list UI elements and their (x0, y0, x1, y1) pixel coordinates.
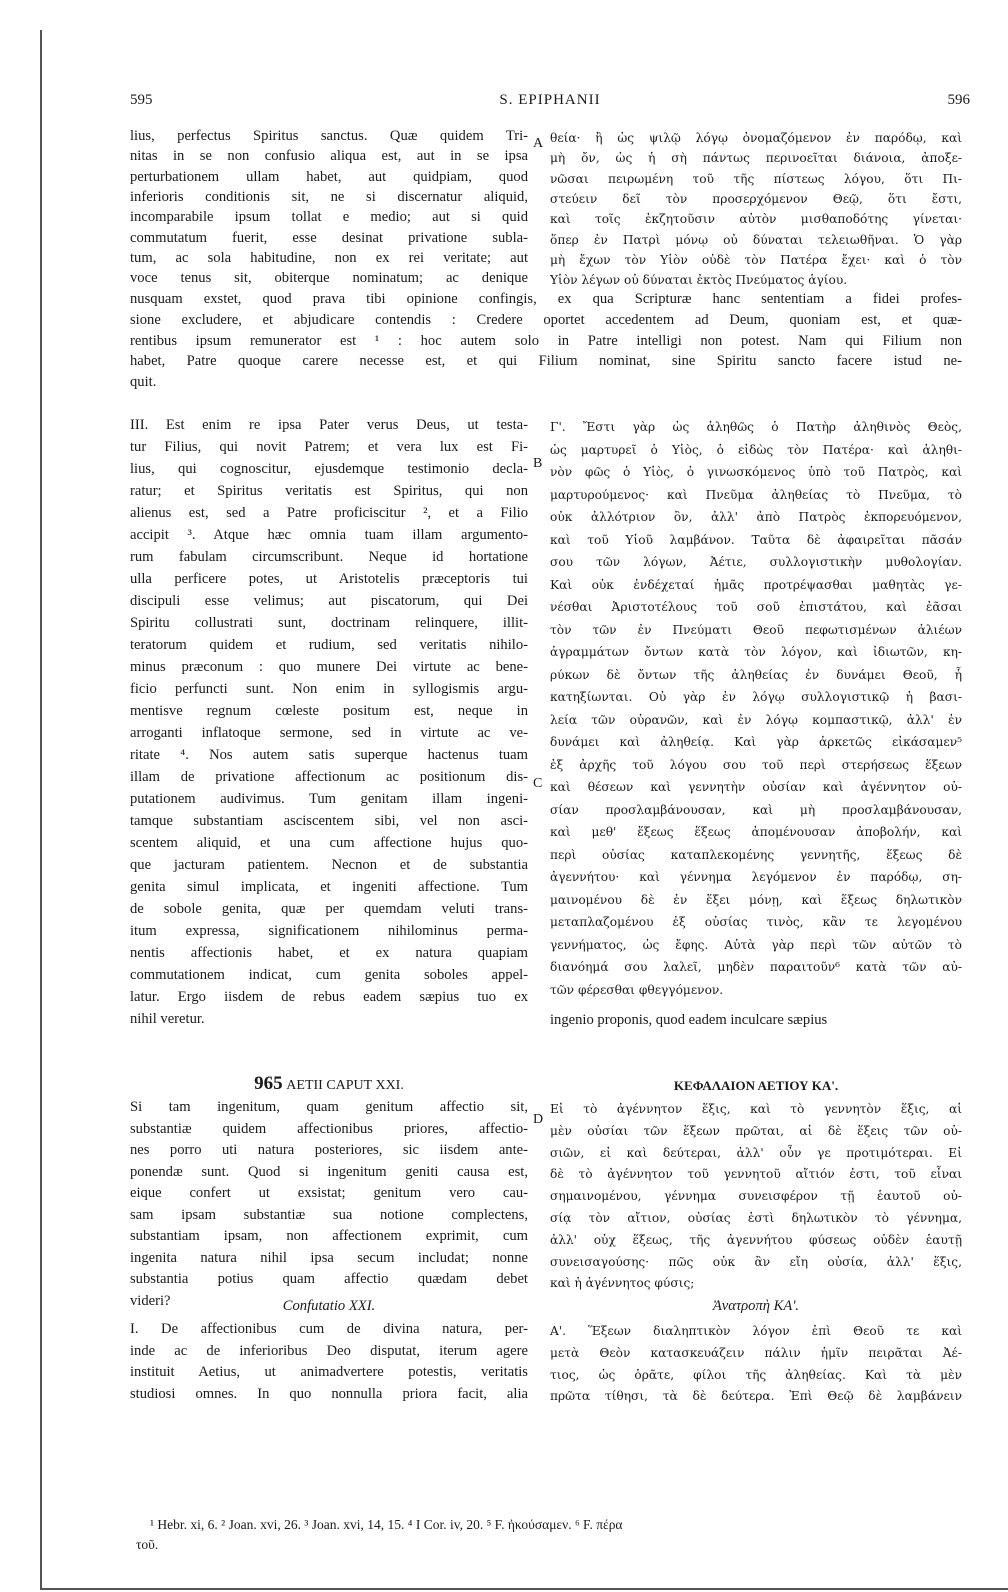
block2-greek-line: μαρτυρούμενος· καὶ Πνεῦμα ἀληθείας τὸ Πνεῦμα, τὸ (550, 487, 962, 502)
block2-greek-line: Καὶ οὐκ ἐνδέχεταί ἡμᾶς προτρέψασθαι μαθητὰς γε- (550, 577, 962, 592)
block2-latin-line: teratorum quidem et rudium, sed veritatis nihilo- (130, 637, 528, 653)
block1-greek-line: Υἱὸν λέγων οὐ δύναται ἐκτὸς Πνεύματος ἁγίου. (550, 273, 848, 288)
block4-greek-line: Α'. Ἕξεων διαληπτικὸν λόγον ἐπὶ Θεοῦ τε καὶ (550, 1324, 962, 1338)
block4-greek-line: πρῶτα τίθησι, τὰ δὲ δεύτερα. Ἐπὶ Θεῷ δὲ λαμβάνειν (550, 1389, 962, 1404)
block3-latin-line: eique confert ut exsistat; genitum vero cau- (130, 1185, 528, 1201)
block1-latin-line: incomparabile ipsum tollat e medio; aut si quid (130, 209, 528, 226)
block4-latin-line: I. De affectionibus cum de divina natura, per- (130, 1321, 528, 1337)
block2-latin-line: ficio perfuncti sunt. Non enim in syllogismis argu- (130, 681, 528, 697)
block2-greek-line: καὶ τοῦ Υἱοῦ λαμβάνον. Ταῦτα δὲ ἀφαιρεῖται πᾶσάν (550, 532, 962, 547)
block4-latin-line: studiosi omnes. In quo nonnulla priora facit, alia (130, 1385, 528, 1402)
page-number-left: 595 (130, 92, 153, 108)
footnote-line-2: τοῦ. (136, 1537, 159, 1552)
block2-latin-line: arroganti inflatoque sermone, sed in virtute ac ve- (130, 725, 528, 741)
section-heading-greek: ΚΕΦΑΛΑΙΟΝ ΑΕΤΙΟΥ ΚΑ'. (673, 1078, 839, 1093)
block1-latin-line: tum, ac sola habitudine, non ex rei veritate; aut (130, 249, 528, 266)
block2-latin-line: itum expressa, significationem nihilominus perma- (130, 923, 528, 939)
block3-latin-line: substantiæ quidem affectionibus priores, affectio- (130, 1120, 528, 1137)
block2-latin-line: discipuli esse velimus; aut piscatorum, qui Dei (130, 593, 528, 609)
block1-greek-line: στεύειν δεῖ τὸν προσερχόμενον Θεῷ, ὅτι ἔστι, (550, 191, 962, 206)
block2-latin-line: scentem aliquid, et una cum affectione hujus quo- (130, 835, 528, 851)
block2-latin-line: rum fabulam circumscribunt. Neque id hortatione (130, 549, 528, 565)
block3-latin-line: ingenita natura nihil ipsa secum includat; nonne (130, 1249, 528, 1266)
block2-latin-line: alienus est, sed a Patre proficiscitur ², et a Filio (130, 505, 528, 521)
block4-latin-line: instituit Aetius, ut animadvertere potestis, veritatis (130, 1364, 528, 1380)
block1-greek-line: μὴ ἔχων τὸν Υἱὸν οὐδὲ τὸν Πατέρα ἔχει· καὶ ὁ τὸν (550, 252, 962, 267)
block2-latin-line: minus præconum : quo munere Dei virtute ac bene- (130, 659, 528, 675)
block4-greek-line: τιος, ὡς ὁρᾶτε, φίλοι τῆς ἀληθείας. Καὶ τὰ μὲν (550, 1367, 962, 1382)
running-title: S. EPIPHANII (499, 92, 601, 108)
block2-greek-line: περὶ οὐσίας καταπλεκομένης γεννητῆς, ἕξεως δὲ (550, 847, 962, 862)
block2-latin-line: ulla perficere potes, ut Aristotelis præceptoris tui (130, 571, 528, 587)
block3-greek-line: δὲ τὸ ἀγέννητον τοῦ γεννητοῦ αἴτιόν ἐστι, τοῦ εἶναι (550, 1167, 962, 1182)
block1-full-line: nusquam exstet, quod prava tibi opinione confingis, ex qua Scripturæ hanc sententiam a fidei profes- (130, 291, 962, 307)
block3-latin-line: substantiam ipsam, non affectionem exprimit, cum (130, 1228, 528, 1244)
block2-greek-line: δυνάμει καὶ ἀληθείᾳ. Καὶ γὰρ ἀρκετῶς εἰκάσαμεν⁵ (550, 735, 962, 749)
block3-latin-line: nes porro uti natura posteriores, sic iisdem ante- (130, 1142, 528, 1158)
block2-latin-line: accipit ³. Atque hæc omnia tuam illam argumento- (130, 527, 528, 543)
block4-greek-line: μετὰ Θεὸν κατασκευάζειν πάλιν ἡμῖν πειρᾶται Ἀέ- (550, 1345, 962, 1360)
block1-latin-line: lius, perfectus Spiritus sanctus. Quæ quidem Tri- (130, 128, 528, 144)
column-marker-d: D (533, 1112, 544, 1127)
block1-latin-line: inferioris conditionis sit, ne si discernatur aliquid, (130, 188, 528, 205)
block2-greek-line: μαινομένου δὲ ἐν ἕξει μόνῃ, καὶ ἕξεως δηλωτικὸν (550, 892, 962, 907)
block2-latin-line: genita simul implicata, et ingeniti affectione. Tum (130, 879, 528, 895)
block1-greek-line: καὶ τοῖς ἐκζητοῦσιν αὐτὸν μισθαποδότης γίνεται· (550, 212, 962, 227)
bottom-border-rule (40, 1588, 1008, 1590)
block3-greek-line: καὶ ἡ ἀγέννητος φύσις; (550, 1276, 695, 1291)
block2-latin-line: lius, qui cognoscitur, ejusdemque testimonio decla- (130, 461, 528, 477)
block2-latin-line: Spiritu collustrati sunt, doctrinam relinquere, illit- (130, 615, 528, 631)
block2-greek-line: νὸν φῶς ὁ Υἱὸς, ὁ γινωσκόμενος ὑπὸ τοῦ Πατρὸς, καὶ (550, 465, 962, 479)
block1-full-line: sione excludere, et abjudicare contendis : Credere oportet accedentem ad Deum, quoniam est, et quæ- (130, 311, 962, 328)
block3-greek-line: συνεισαγούσης· πῶς οὐκ ἂν εἴη οὐσία, ἀλλ' ἕξις, (550, 1254, 962, 1269)
greek-column-latin-continuation: ingenio proponis, quod eadem inculcare sæpius (550, 1012, 828, 1028)
block1-latin-line: commutatum fuerit, esse desinat privatione subla- (130, 229, 528, 246)
block2-greek-line: καὶ θέσεων καὶ γεννητὴν οὐσίαν καὶ ἀγέννητον οὐ- (550, 780, 962, 794)
block1-latin-line: voce tenus sit, obiterque nominatum; ac denique (130, 270, 528, 287)
block1-full-line: rentibus ipsum remunerator est ¹ : hoc autem solo in Patre intelligi non potest. Nam qui Filium non (130, 332, 962, 349)
block2-greek-line: τῶν φέρεσθαι φθεγγόμενον. (550, 982, 724, 997)
block2-greek-line: νέσθαι Ἀριστοτέλους τοῦ σοῦ ἐπιστάτου, καὶ ἐᾶσαι (550, 600, 962, 614)
block1-greek-line: ὅπερ ἐν Πατρὶ μόνῳ οὐ δύναται τελειωθῆναι. Ὁ γὰρ (550, 232, 962, 247)
left-border-rule (40, 30, 42, 1590)
footnote-line-1: ¹ Hebr. xi, 6. ² Joan. xvi, 26. ³ Joan. xvi, 14, 15. ⁴ I Cor. iv, 20. ⁵ F. ἠκούσαμεν. ⁶ F. πέρα (150, 1517, 623, 1532)
block2-greek-line: λεία τῶν οὐρανῶν, καὶ ἐν λόγῳ κομπαστικῷ, ἀλλ' ἐν (550, 712, 962, 727)
block3-greek-line: μὲν οὐσίαι τῶν ἕξεων πρῶται, αἱ δὲ ἕξεις τῶν οὐ- (550, 1123, 962, 1138)
block2-greek-line: ρύκων δὲ ὄντων τῆς ἀληθείας ἐν δυνάμει Θεοῦ, ἧ (550, 667, 962, 682)
block2-latin-line: latur. Ergo iisdem de rebus eadem sæpius tuo ex (130, 989, 528, 1005)
block2-latin-line: de sobole genita, quæ per quemdam veluti trans- (130, 901, 528, 917)
confutatio-heading-latin: Confutatio XXI. (282, 1298, 376, 1314)
block4-latin-line: inde ac de inferioribus Deo disputat, iterum agere (130, 1342, 528, 1359)
page-header (130, 92, 970, 114)
block2-greek-line: καὶ μεθ' ἕξεως ἕξεως ἀπομένουσαν ἀποβολήν, καὶ (550, 825, 962, 839)
block3-latin-line: Si tam ingenitum, quam genitum affectio sit, (130, 1099, 528, 1115)
block2-greek-line: σίαν προσλαμβάνουσαν, καὶ μὴ προσλαμβάνουσαν, (550, 802, 962, 817)
block3-greek-line: ἀλλ' οὐχ ἕξεως, τῆς ἀγεννήτου φύσεως οὐδὲν ἑαυτῇ (550, 1232, 962, 1247)
block3-latin-line: sam ipsam substantiæ sua notione complectens, (130, 1206, 528, 1223)
block2-greek-line: ἀγραμμάτων ὄντων κατὰ τὸν λόγον, καὶ ἰδιωτῶν, κη- (550, 645, 962, 659)
block2-latin-line: III. Est enim re ipsa Pater verus Deus, ut testa- (130, 417, 528, 433)
block2-greek-line: τὸν τῶν ἐν Πνεύματι Θεοῦ πεφωτισμένων ἁλιέων (550, 622, 962, 637)
column-marker-a: A (533, 136, 544, 151)
block3-greek-line: σίᾳ τὸν αἴτιον, οὐσίας ἐστὶ δηλωτικὸν τὸ γέννημα, (550, 1211, 962, 1225)
block2-latin-line: mentisve regnum cœleste positum est, neque in (130, 703, 528, 719)
confutatio-heading-greek: Ἀνατροπὴ ΚΑ'. (712, 1298, 800, 1314)
block2-latin-line: illam de privatione affectionum ac positionum dis- (130, 769, 528, 785)
block2-greek-line: γεννήματος, ὡς ἔφης. Αὐτὰ γὰρ περὶ τῶν αὐτῶν τὸ (550, 937, 962, 952)
block2-greek-line: κατηξίωνται. Οὐ γὰρ ἐν λόγῳ συλλογιστικῷ ἡ βασι- (550, 690, 962, 704)
block2-greek-line: Γ'. Ἔστι γὰρ ὡς ἀληθῶς ὁ Πατὴρ ἀληθινὸς Θεὸς, (550, 420, 962, 434)
block2-greek-line: ἀγεννήτου· καὶ γέννημα λεγόμενον ἐν παρόδῳ, ση- (550, 870, 962, 884)
block2-greek-line: σου τῶν λόγων, Ἀέτιε, συλλογιστικὴν μυθολογίαν. (550, 555, 962, 569)
block2-latin-line: ratur; et Spiritus veritatis est Spiritus, qui non (130, 483, 528, 499)
block3-greek-line: σημαινομένου, γέννημα συνεισφέρον τῇ ἑαυτοῦ οὐ- (550, 1189, 962, 1204)
block2-greek-line: διανόημά σου λαλεῖ, μηδὲν παραιτοῦν⁶ κατὰ τῶν αὐ- (550, 960, 962, 974)
block2-latin-line: commutationem indicat, cum genita soboles appel- (130, 967, 528, 983)
block3-latin-line: substantia potius quam affectio quædam debet (130, 1271, 528, 1287)
block3-greek-line: σιῶν, εἰ καὶ δεύτεραι, ἀλλ' οὖν γε προτιμότεραι. Εἰ (550, 1145, 962, 1160)
section-heading-latin (130, 1075, 528, 1095)
block1-latin-line: nitas in se non confusio aliqua est, aut in se ipsa (130, 148, 528, 165)
block2-latin-line: ritate ⁴. Nos autem satis superque hactenus tuam (130, 747, 528, 763)
block3-latin-line: videri? (130, 1292, 171, 1309)
block2-latin-line: tur Filius, qui novit Patrem; et vera lux est Fi- (130, 439, 528, 455)
heading-latin-text: AETII CAPUT XXI. (286, 1078, 404, 1093)
block3-latin-line: ponendæ sunt. Quod si ingenitum geniti causa est, (130, 1163, 528, 1180)
block2-latin-line: tamque substantiam asciscentem sibi, vel non asci- (130, 813, 528, 829)
column-number-965: 965 (254, 1073, 283, 1094)
block2-latin-line: que jacturam patientem. Necnon et de substantia (130, 857, 528, 873)
block1-latin-line: perturbationem ullam habet, aut quidpiam, quod (130, 168, 528, 185)
block1-greek-line: νῶσαι πειρωμένη τοῦ τῆς πίστεως λόγου, ὅτι Πι- (550, 171, 962, 186)
block3-greek-line: Εἰ τὸ ἀγέννητον ἕξις, καὶ τὸ γεννητὸν ἕξις, αἱ (550, 1102, 962, 1116)
block2-latin-line: nihil veretur. (130, 1011, 205, 1027)
block1-greek-line: θεία· ἢ ὡς ψιλῷ λόγῳ ὀνομαζόμενον ἐν παρόδῳ, καὶ (550, 131, 962, 145)
block1-full-line: habet, Patre quoque carere necesse est, et qui Filium nominat, sine Spiritu sancto facere istud ne- (130, 353, 962, 370)
page-number-right: 596 (947, 92, 970, 108)
block1-greek-line: μὴ ὄν, ὡς ἡ σὴ πάντως περινοεῖται διάνοια, ἀποξε- (550, 151, 962, 166)
block2-latin-line: nentis affectionis habet, et ex natura quapiam (130, 945, 528, 961)
block2-greek-line: μεταπλαζομένου ἐξ οὐσίας τινὸς, κἂν τε λεγομένου (550, 915, 962, 929)
block2-greek-line: ἐξ ἀρχῆς τοῦ λόγου σου τοῦ περὶ στερήσεως ἕξεων (550, 757, 962, 772)
block2-greek-line: οὐκ ἀλλότριον ὂν, ἀλλ' ἀπὸ Πατρὸς ἐκπορευόμενον, (550, 510, 962, 524)
column-marker-c: C (533, 776, 543, 791)
block1-full-line: quit. (130, 374, 157, 391)
column-marker-b: B (533, 456, 543, 471)
block2-greek-line: ὡς μαρτυρεῖ ὁ Υἱὸς, ὁ εἰδὼς τὸν Πατέρα· καὶ ἀληθι- (550, 442, 962, 457)
block2-latin-line: putationem audivimus. Tum genitam illam ingeni- (130, 791, 528, 807)
